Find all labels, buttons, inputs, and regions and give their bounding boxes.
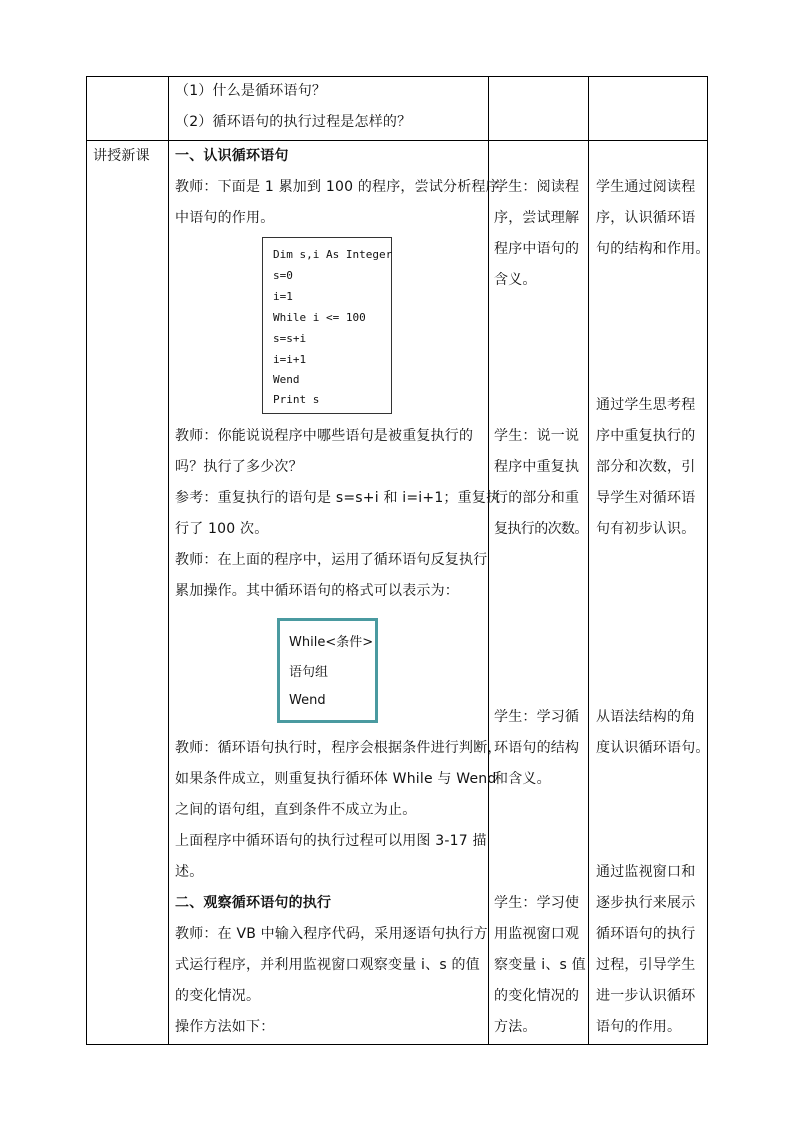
intent-line: 通过学生思考程 <box>596 397 696 413</box>
question-2: （2）循环语句的执行过程是怎样的？ <box>175 114 412 130</box>
paragraph-2-line-1: 教师：你能说说程序中哪些语句是被重复执行的 <box>175 428 474 444</box>
student-line: 和含义。 <box>494 771 551 787</box>
paragraph-5-line-1: 教师：循环语句执行时，程序会根据条件进行判断， <box>175 740 502 756</box>
intent-line: 语句的作用。 <box>596 1019 682 1035</box>
paragraph-7-line-1: 教师：在 VB 中输入程序代码，采用逐语句执行方 <box>175 926 488 942</box>
paragraph-6-line-1: 上面程序中循环语句的执行过程可以用图 3-17 描 <box>175 833 487 849</box>
question-1: （1）什么是循环语句？ <box>175 83 327 99</box>
code-line: Print s <box>273 393 320 406</box>
intent-line: 句有初步认识。 <box>596 521 696 537</box>
student-line: 序，尝试理解 <box>494 210 580 226</box>
paragraph-3-line-1: 参考：重复执行的语句是 s=s+i 和 i=i+1；重复执 <box>175 490 501 506</box>
student-line: 学生：学习循 <box>494 709 580 725</box>
intent-line: 序中重复执行的 <box>596 428 696 444</box>
code-line: Dim s,i As Integer <box>273 248 393 261</box>
table-left-border <box>86 76 87 1045</box>
student-line: 程序中语句的 <box>494 241 580 257</box>
intent-line: 导学生对循环语 <box>596 490 696 506</box>
intent-line: 通过监视窗口和 <box>596 864 696 880</box>
student-line: 察变量 i、s 值 <box>494 957 586 973</box>
student-line: 用监视窗口观 <box>494 926 580 942</box>
intent-line: 部分和次数，引 <box>596 459 696 475</box>
student-line: 环语句的结构 <box>494 740 580 756</box>
code-line: s=s+i <box>273 332 307 345</box>
student-line: 的变化情况的 <box>494 988 580 1004</box>
code-line: i=1 <box>273 290 293 303</box>
student-line: 学生：学习使 <box>494 895 580 911</box>
format-line: While<条件> <box>289 635 374 650</box>
intent-line: 逐步执行来展示 <box>596 895 696 911</box>
paragraph-4-line-1: 教师：在上面的程序中，运用了循环语句反复执行 <box>175 552 488 568</box>
intent-line: 从语法结构的角 <box>596 709 696 725</box>
table-right-border <box>707 76 708 1045</box>
intent-line: 进一步认识循环 <box>596 988 696 1004</box>
paragraph-6-line-2: 述。 <box>175 864 204 880</box>
intent-line: 度认识循环语句。 <box>596 740 710 756</box>
student-line: 学生：说一说 <box>494 428 580 444</box>
heading-recognize-loop: 一、认识循环语句 <box>175 148 289 164</box>
paragraph-2-line-2: 吗？执行了多少次？ <box>175 459 303 475</box>
code-line: i=i+1 <box>273 353 307 366</box>
table-col-divider-2 <box>488 76 489 1045</box>
heading-observe-loop: 二、观察循环语句的执行 <box>175 895 332 911</box>
paragraph-1-line-2: 中语句的作用。 <box>175 210 275 226</box>
paragraph-7-line-3: 的变化情况。 <box>175 988 261 1004</box>
intent-line: 学生通过阅读程 <box>596 179 696 195</box>
code-listing-box <box>262 237 392 414</box>
student-line: 方法。 <box>494 1019 537 1035</box>
paragraph-8: 操作方法如下： <box>175 1019 275 1035</box>
intent-line: 循环语句的执行 <box>596 926 696 942</box>
intent-line: 过程，引导学生 <box>596 957 696 973</box>
loop-format-box <box>277 618 378 723</box>
code-line: While i <= 100 <box>273 311 366 324</box>
paragraph-5-line-2: 如果条件成立，则重复执行循环体 While 与 Wend <box>175 771 497 787</box>
paragraph-7-line-2: 式运行程序，并利用监视窗口观察变量 i、s 的值 <box>175 957 480 973</box>
student-line: 学生：阅读程 <box>494 179 580 195</box>
student-line: 行的部分和重 <box>494 490 580 506</box>
paragraph-3-line-2: 行了 100 次。 <box>175 521 269 537</box>
code-line: Wend <box>273 373 300 386</box>
paragraph-5-line-3: 之间的语句组，直到条件不成立为止。 <box>175 802 417 818</box>
code-line: s=0 <box>273 269 293 282</box>
format-line: Wend <box>289 693 326 708</box>
format-line: 语句组 <box>289 665 329 680</box>
paragraph-4-line-2: 累加操作。其中循环语句的格式可以表示为： <box>175 583 459 599</box>
student-line: 含义。 <box>494 272 537 288</box>
paragraph-1-line-1: 教师：下面是 1 累加到 100 的程序，尝试分析程序 <box>175 179 500 195</box>
student-line: 程序中重复执 <box>494 459 580 475</box>
intent-line: 序，认识循环语 <box>596 210 696 226</box>
section-label: 讲授新课 <box>93 148 150 164</box>
student-line: 复执行的次数。 <box>494 521 588 537</box>
intent-line: 句的结构和作用。 <box>596 241 710 257</box>
table-bottom-border <box>86 1044 708 1045</box>
table-col-divider-1 <box>168 76 169 1045</box>
table-col-divider-3 <box>588 76 589 1045</box>
